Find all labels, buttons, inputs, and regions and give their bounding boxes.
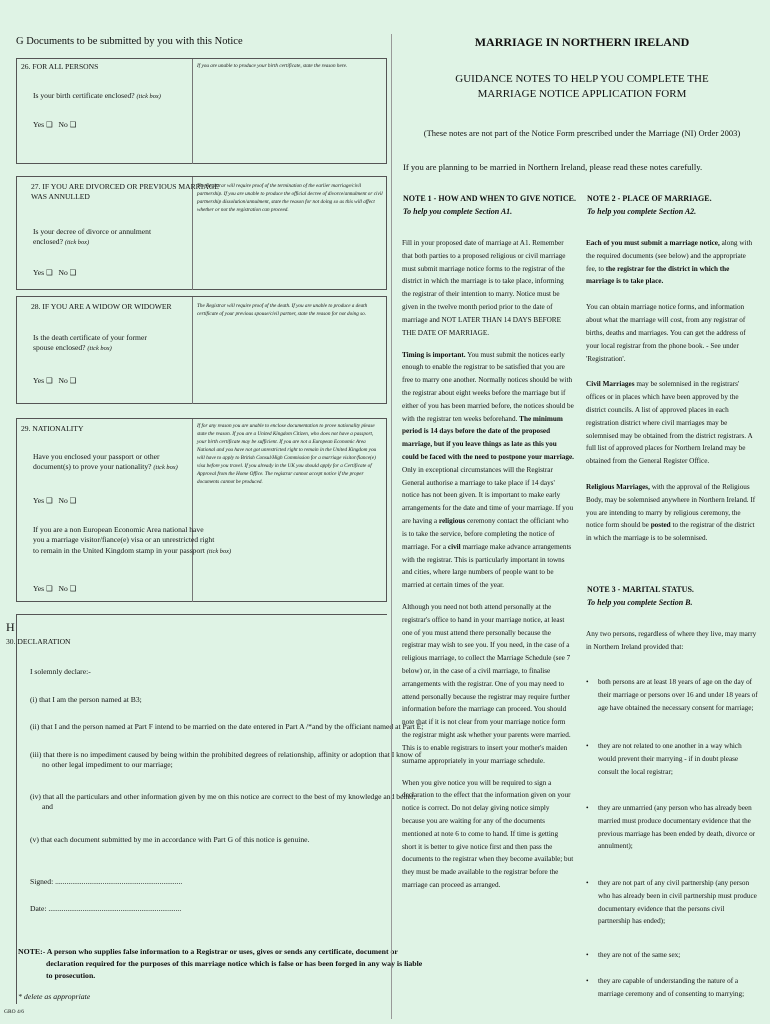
guidance-subtitle: GUIDANCE NOTES TO HELP YOU COMPLETE THE MARRIAGE NOTICE APPLICATION FORM <box>455 73 709 101</box>
yes-checkbox[interactable]: ❑ <box>45 120 53 129</box>
section-g-title: G Documents to be submitted by you with this Notice <box>16 36 243 47</box>
page-divider <box>391 34 392 1019</box>
q29-yes-no-2: Yes ❑ No ❑ <box>33 584 77 593</box>
q29-heading: 29. NATIONALITY <box>21 424 84 433</box>
no-checkbox[interactable]: ❑ <box>69 268 77 277</box>
note1-heading: NOTE 1 - HOW AND WHEN TO GIVE NOTICE. To help you complete Section A1. <box>403 194 576 216</box>
yes-checkbox[interactable]: ❑ <box>45 584 53 593</box>
declaration-item-3: (iii) that there is no impediment caused by being within the prohibited degrees of relationship, affinity or adoption that I know of no other legal impediment to our marriage; <box>30 750 422 770</box>
q28-yes-no: Yes ❑ No ❑ <box>33 376 77 385</box>
q29-yes-no: Yes ❑ No ❑ <box>33 496 77 505</box>
note1-body: Fill in your proposed date of marriage at A1. Remember that both parties to a proposed religious or civil marriage must submit marriage notice forms to the registrar of the district in which the marriage is to take place, informing the registrar of their intention to marry. Notice must be given in the twelve month period prior to the date of marriage and NOT LATER THAN 14 DAYS BEFORE THE DATE OF MARRIAGE. Timing is important. You must submit the notices early enough to enable the registrar to be satisfied that you are free to marry one another. Normally notices should be with the registrar about eight weeks before the marriage but if either of you has been married before, the notices should be with the registrar ten weeks beforehand. The minimum period is 14 days before the date of the proposed marriage, but if you leave things as late as this you could be faced with the need to postpone your marriage. Only in exceptional circumstances will the Registrar General authorise a marriage to take place if 14 days' notice has not been given. It is important to make early arrangements for the date and time of your marriage. If you are having a religious ceremony contact the officiant who is to take the service, before completing the notice of marriage. For a civil marriage make advance arrangements with the registrar. This is particularly important in towns and cities, where large numbers of people want to be married at certain times of the year. Although you need not both attend personally at the registrar's office to hand in your marriage notice, at least one of you must attend there personally because the registrar may wish to see you. If you need, in the case of a religious marriage, to collect the Marriage Schedule (see 7 below) or, in the case of a civil marriage, to finalise arrangements with the registrar. One of you may need to attend personally because the registrar may require further information before the marriage can proceed. You should note that if it is not clear from your marriage notice form the registrar might ask whether your parents were married. This is to enable registrars to insert your mother's maiden surname appropriately in your marriage schedule. When you give notice you will be required to sign a declaration to the effect that the information given on your notice is correct. Do not delay giving notice simply because you are waiting for any of the documents mentioned at note 6 to come to hand. If time is getting short it is better to give notice first and then pass the documents to the registrar when they become available; but they must be made available to the registrar before the marriage can proceed as arranged. <box>402 239 574 889</box>
q28-question: Is the death certificate of your former spouse enclosed? (tick box) <box>33 333 147 353</box>
q29-eea-question: If you are a non European Economic Area national have you a marriage visitor/fiance(e) visa or an unrestricted right to remain in the United Kingdom stamp in your passport (tick box) <box>33 525 232 555</box>
q27-heading: 27. IF YOU ARE DIVORCED OR PREVIOUS MARRIAGE WAS ANNULLED <box>31 182 219 202</box>
yes-checkbox[interactable]: ❑ <box>45 268 53 277</box>
q29-note: If for any reason you are unable to enclose documentation to prove nationality please state the reason. If you are a United Kingdom Citizen, who does not have a passport, your birth certificate may be sufficient. If you are not a European Economic Area National and you have not got unrestricted right to remain in the United Kingdom you will have to apply to British Consul/High Commission for a marriage visitor/fiance(e) visa before you travel. If you already in the UK you should apply for a Certificate of Approval from the Home Office. The registrar cannot accept notice if the proper documents cannot be produced. <box>197 423 377 486</box>
list-item: • they are not part of any civil partnership (any person who has already been in civil partnership must produce documentary evidence that the persons civil partnership has ended); <box>586 879 757 926</box>
false-info-note: NOTE:- A person who supplies false information to a Registrar or uses, gives or sends any certificate, document or declaration required for the purposes of this marriage notice which is false or has been forged in any way is liable to prosecution. <box>18 947 423 981</box>
signed-line[interactable]: Signed: ................................................................... <box>30 877 183 886</box>
disclaimer: (These notes are not part of the Notice Form prescribed under the Marriage (NI) Order 2003) <box>423 128 741 138</box>
list-item: • they are unmarried (any person who has already been married must produce documentary evidence that the previous marriage has been ended by death, divorce or annulment); <box>586 804 756 851</box>
note2-heading: NOTE 2 - PLACE OF MARRIAGE. To help you complete Section A2. <box>587 194 712 216</box>
q28-heading: 28. IF YOU ARE A WIDOW OR WIDOWER <box>31 302 172 311</box>
yes-checkbox[interactable]: ❑ <box>45 496 53 505</box>
declaration-item-5: (v) that each document submitted by me in accordance with Part G of this notice is genuine. <box>30 835 310 844</box>
no-checkbox[interactable]: ❑ <box>69 584 77 593</box>
q28-box <box>16 296 387 404</box>
q27-note: The Registrar will require proof of the termination of the earlier marriage/civil partnership. If you are unable to produce the official decree of divorce/annulment or civil partnership dissolution/annulment, state the reason for not doing so as this will affect whether or not the registration can proceed. <box>197 183 383 214</box>
list-item: • they are capable of understanding the nature of a marriage ceremony and of consenting to marrying; <box>586 977 745 998</box>
declaration-item-1: (i) that I am the person named at B3; <box>30 695 142 704</box>
note3-intro: Any two persons, regardless of where they live, may marry in Northern Ireland provided that: <box>586 630 757 651</box>
q26-yes-no: Yes ❑ No ❑ <box>33 120 77 129</box>
list-item: • they are not of the same sex; <box>586 951 681 959</box>
q26-question: Is your birth certificate enclosed? (tick box) <box>33 91 161 100</box>
section-h-letter: H <box>6 620 15 634</box>
date-line[interactable]: Date: ...................................................................... <box>30 904 182 913</box>
yes-checkbox[interactable]: ❑ <box>45 376 53 385</box>
q26-heading: 26. FOR ALL PERSONS <box>21 62 99 71</box>
declaration-item-2: (ii) that I and the person named at Part F intend to be married on the date entered in Part A /*and by the officiant named at Part E; <box>30 722 424 731</box>
delete-note: * delete as appropriate <box>18 992 91 1001</box>
q26-note: If you are unable to produce your birth certificate, state the reason here. <box>197 63 348 69</box>
page-title: MARRIAGE IN NORTHERN IRELAND <box>474 35 690 49</box>
intro-text: If you are planning to be married in Northern Ireland, please read these notes carefully. <box>403 162 703 172</box>
q28-note: The Registrar will require proof of the death. If you are unable to produce a death certificate of your previous spouse/civil partner, state the reason for not doing so. <box>197 303 368 318</box>
form-code: GRO 4/6 <box>4 1009 25 1015</box>
q26-box <box>16 58 387 164</box>
q27-question: Is your decree of divorce or annulment enclosed? (tick box) <box>33 227 152 247</box>
list-item: • they are not related to one another in a way which would prevent their marrying - if in doubt please consult the local registrar; <box>586 742 742 776</box>
declaration-item-4: (iv) that all the particulars and other information given by me on this notice are correct to the best of my knowledge and belief; and <box>30 792 416 812</box>
q29-question: Have you enclosed your passport or other document(s) to prove your nationality? (tick box) <box>33 452 178 472</box>
no-checkbox[interactable]: ❑ <box>69 496 77 505</box>
note3-heading: NOTE 3 - MARITAL STATUS. To help you complete Section B. <box>587 585 694 607</box>
no-checkbox[interactable]: ❑ <box>69 376 77 385</box>
eligibility-bullets <box>586 676 758 1001</box>
q29-box <box>16 418 387 602</box>
note2-body: Each of you must submit a marriage notice, along with the required documents (see below) and the appropriate fee, to the registrar for the district in which the marriage is to take place. You can obtain marriage notice forms, and information about what the marriage will cost, from any registrar of births, deaths and marriages. You can get the address of your local registrar from the phone book. - See under 'Registration'. Civil Marriages may be solemnised in the registrars' offices or in places which have been approved by the district councils. A list of approved places in each registration district where civil marriages may be solemnised may be obtained from the district registrars. A full list of approved places for Northern Ireland may be obtained from the General Register Office. Religious Marriages, with the approval of the Religious Body, may be solemnised anywhere in Northern Ireland. If you are intending to marry by religious ceremony, the notice form should be posted to the registrar of the district in which the marriage is to be solemnised. <box>586 239 756 543</box>
q27-yes-no: Yes ❑ No ❑ <box>33 268 77 277</box>
declaration-heading: 30. DECLARATION <box>6 637 71 646</box>
no-checkbox[interactable]: ❑ <box>69 120 77 129</box>
list-item: • both persons are at least 18 years of age on the day of their marriage or persons over 16 and under 18 years of age have obtained the necessary consent for marriage; <box>586 678 758 712</box>
declare-text: I solemnly declare:- <box>30 667 91 676</box>
q27-box <box>16 176 387 290</box>
